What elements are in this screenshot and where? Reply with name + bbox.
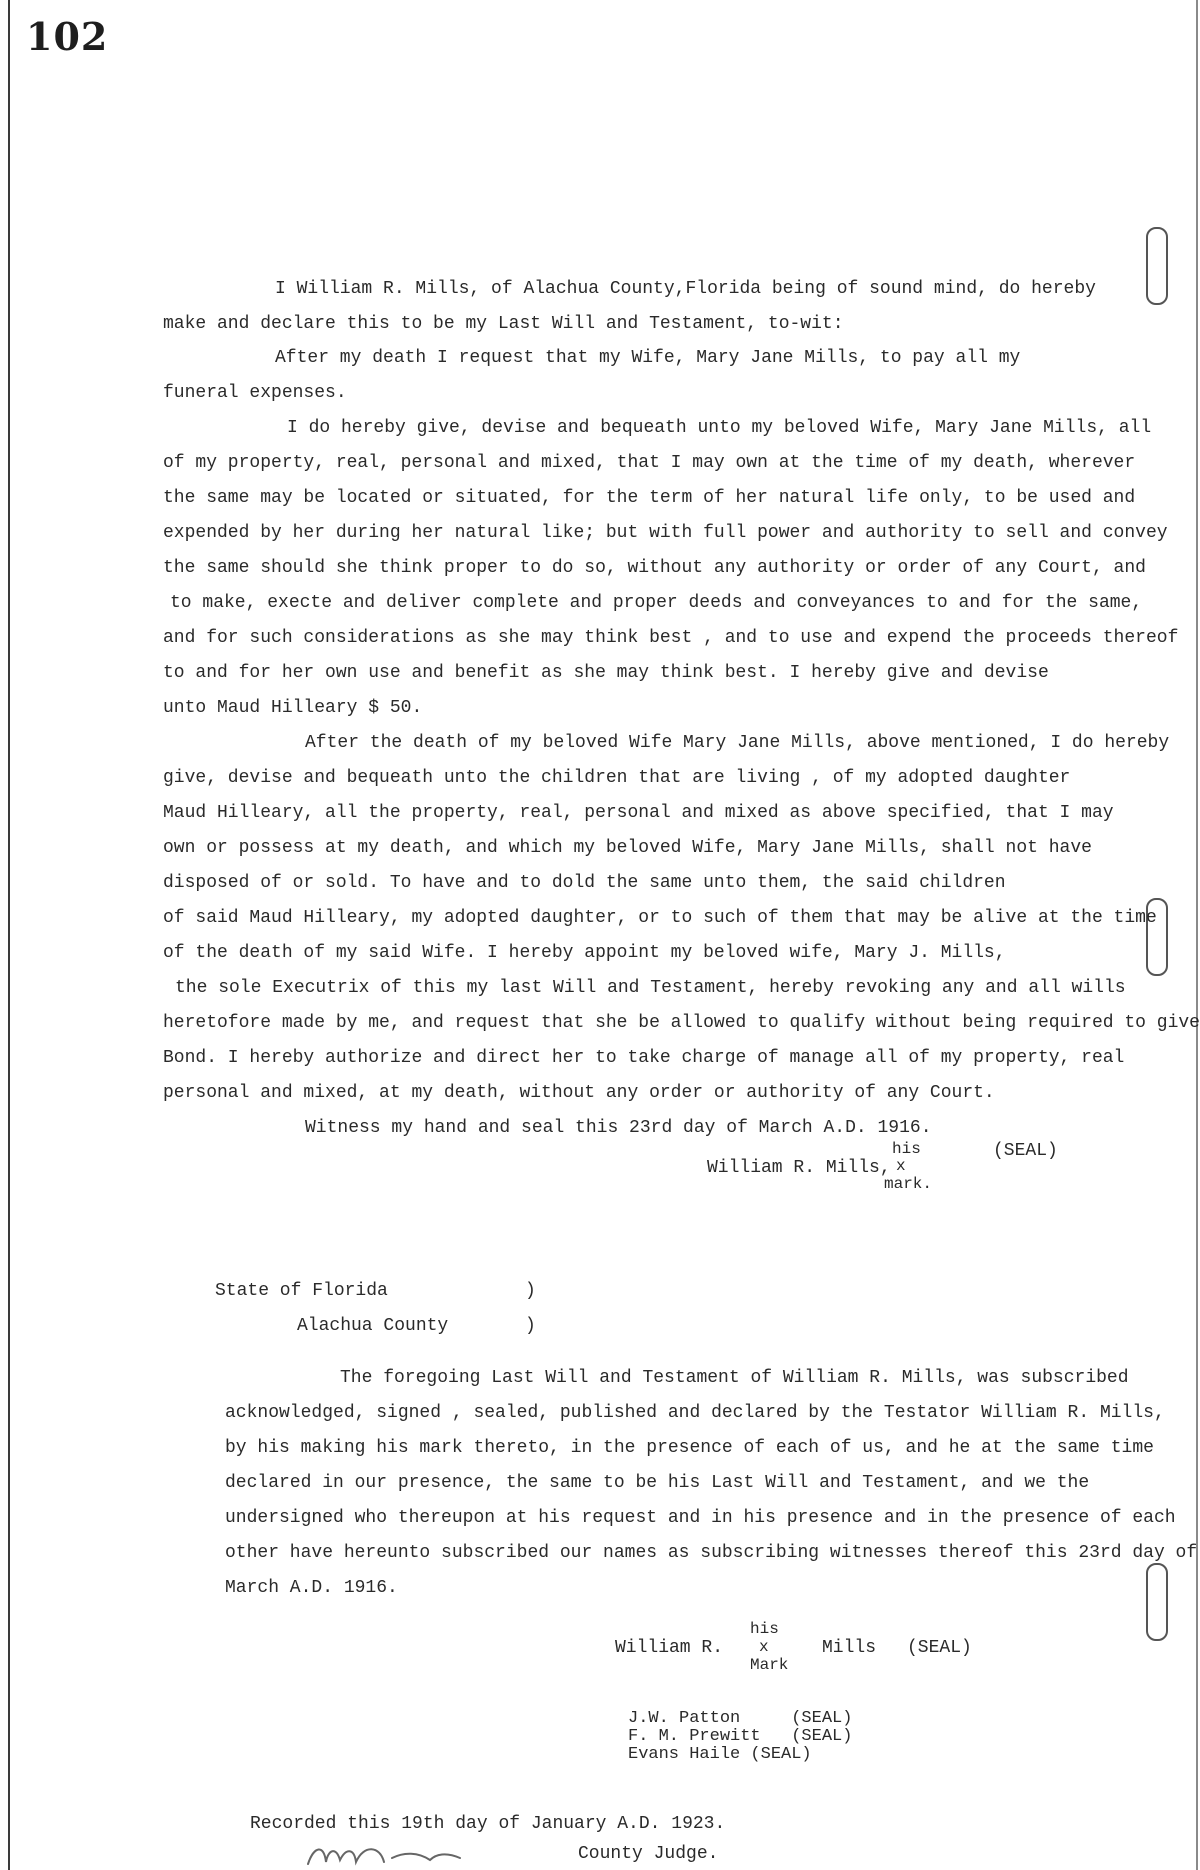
will-line: expended by her during her natural like; but with full power and authority to sell and convey (163, 523, 1168, 543)
venue-county: Alachua County (297, 1316, 449, 1336)
will-line: Maud Hilleary, all the property, real, personal and mixed as above specified, that I may (163, 803, 1114, 823)
attest-sig-his: his (750, 1620, 779, 1638)
testator-seal: (SEAL) (993, 1141, 1058, 1161)
attestation-line: The foregoing Last Will and Testament of William R. Mills, was subscribed (340, 1368, 1129, 1388)
will-line: Bond. I hereby authorize and direct her to take charge of manage all of my property, real (163, 1048, 1125, 1068)
venue-paren: ) (525, 1281, 536, 1301)
testator-name: William R. Mills, (707, 1158, 891, 1178)
will-line: After the death of my beloved Wife Mary Jane Mills, above mentioned, I do hereby (305, 733, 1170, 753)
attestation-line: by his making his mark thereto, in the presence of each of us, and he at the same time (225, 1438, 1154, 1458)
will-line: After my death I request that my Wife, Mary Jane Mills, to pay all my (275, 348, 1021, 368)
venue-state: State of Florida (215, 1281, 388, 1301)
county-judge-title: County Judge. (578, 1844, 719, 1864)
attest-sig-x: x (759, 1638, 769, 1656)
attest-sig-last: Mills (822, 1638, 877, 1658)
will-line: personal and mixed, at my death, without any order or authority of any Court. (163, 1083, 995, 1103)
attestation-line: other have hereunto subscribed our names as subscribing witnesses thereof this 23rd day of (225, 1543, 1198, 1563)
will-line: make and declare this to be my Last Will and Testament, to-wit: (163, 314, 844, 334)
testator-mark: mark. (884, 1175, 933, 1193)
will-line: I William R. Mills, of Alachua County,Florida being of sound mind, do hereby (275, 279, 1096, 299)
testator-x: x (896, 1157, 906, 1175)
will-line: the same may be located or situated, for the term of her natural life only, to be used and (163, 488, 1136, 508)
will-line: give, devise and bequeath unto the children that are living , of my adopted daughter (163, 768, 1071, 788)
recording-statement: Recorded this 19th day of January A.D. 1923. (250, 1814, 726, 1834)
will-line: the sole Executrix of this my last Will and Testament, hereby revoking any and all wills (175, 978, 1126, 998)
will-line: to make, execte and deliver complete and proper deeds and conveyances to and for the same, (170, 593, 1143, 613)
will-line: of my property, real, personal and mixed, that I may own at the time of my death, wherever (163, 453, 1136, 473)
venue-paren: ) (525, 1316, 536, 1336)
page-border-right (1196, 0, 1198, 1870)
page-border-left (8, 0, 10, 1870)
judge-signature-scrawl (300, 1838, 470, 1870)
attest-sig-mark: Mark (750, 1656, 789, 1674)
will-line: of the death of my said Wife. I hereby appoint my beloved wife, Mary J. Mills, (163, 943, 1006, 963)
will-line: the same should she think proper to do so, without any authority or order of any Court, and (163, 558, 1146, 578)
will-line: unto Maud Hilleary $ 50. (163, 698, 423, 718)
attest-sig-first: William R. (615, 1638, 724, 1658)
attestation-line: undersigned who thereupon at his request and in his presence and in the presence of each (225, 1508, 1176, 1528)
will-line: disposed of or sold. To have and to dold the same unto them, the said children (163, 873, 1006, 893)
will-line: Witness my hand and seal this 23rd day of March A.D. 1916. (305, 1118, 932, 1138)
binder-hole-bottom (1146, 1563, 1168, 1641)
will-line: of said Maud Hilleary, my adopted daughter, or to such of them that may be alive at the time (163, 908, 1157, 928)
will-line: to and for her own use and benefit as she may think best. I hereby give and devise (163, 663, 1049, 683)
will-line: funeral expenses. (163, 383, 347, 403)
page-number: 102 (26, 14, 109, 59)
witness-signatures: J.W. Patton (SEAL) F. M. Prewitt (SEAL) Evans Haile (SEAL) (628, 1709, 853, 1764)
will-line: I do hereby give, devise and bequeath unto my beloved Wife, Mary Jane Mills, all (287, 418, 1152, 438)
testator-his: his (892, 1140, 921, 1158)
binder-hole-top (1146, 227, 1168, 305)
attestation-line: March A.D. 1916. (225, 1578, 398, 1598)
will-line: and for such considerations as she may think best , and to use and expend the proceeds thereof (163, 628, 1179, 648)
attest-sig-seal: (SEAL) (907, 1638, 972, 1658)
attestation-line: declared in our presence, the same to be his Last Will and Testament, and we the (225, 1473, 1090, 1493)
will-line: own or possess at my death, and which my beloved Wife, Mary Jane Mills, shall not have (163, 838, 1092, 858)
will-line: heretofore made by me, and request that she be allowed to qualify without being required to give (163, 1013, 1200, 1033)
attestation-line: acknowledged, signed , sealed, published and declared by the Testator William R. Mills, (225, 1403, 1165, 1423)
